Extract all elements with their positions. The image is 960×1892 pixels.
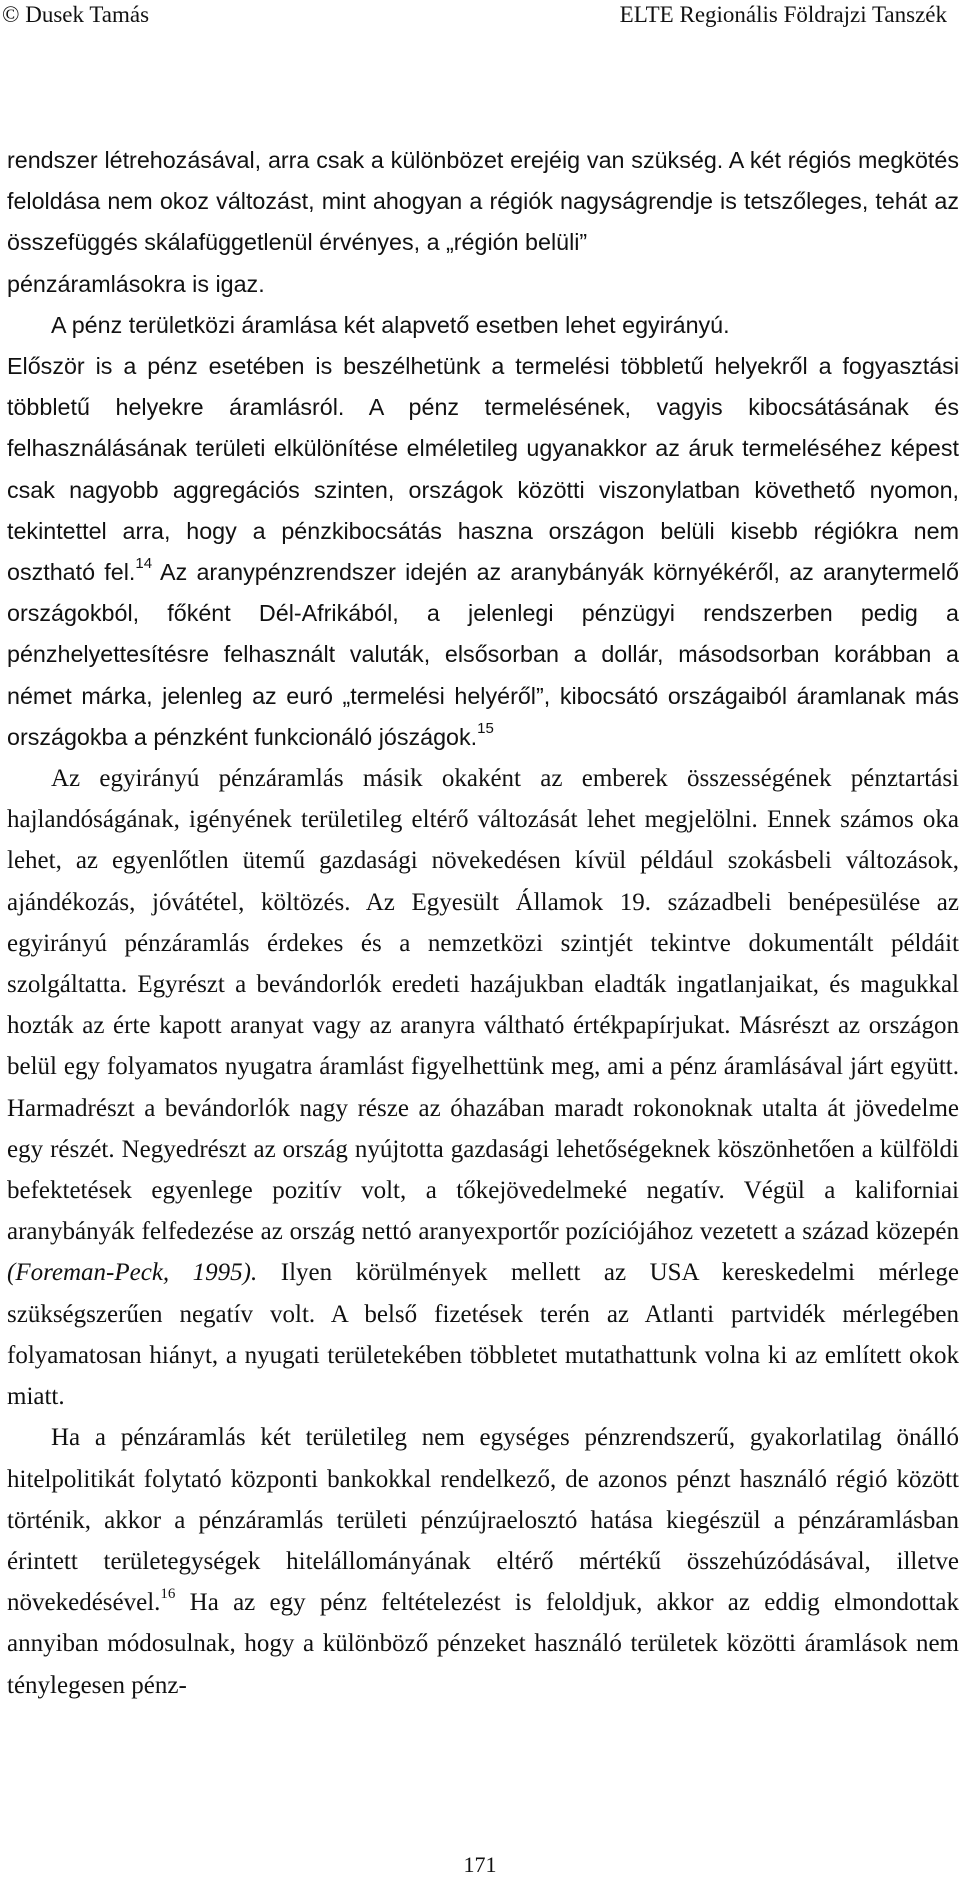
paragraph-3-text-end: Ilyen körülmények mellett az USA kereskedelmi mérlege szükségszerűen negatív volt. A belső fizetések terén az Atlanti partvidék mérlegében folyamatosan hiányt, a nyugati területekében többletet mutathattunk volna ki az említett okok miatt.: [7, 1259, 959, 1411]
footnote-15[interactable]: 15: [477, 719, 494, 737]
paragraph-4: [7, 1417, 959, 1705]
paragraph-2-first-line: [51, 305, 959, 346]
paragraph-2-sentence-2: Először is a pénz esetében is beszélhetünk a termelési többletű helyekről a fogyasztási többletű helyekre áramlásról.: [7, 353, 959, 421]
footnote-16[interactable]: 16: [160, 1586, 176, 1603]
page-header: [0, 2, 960, 32]
page-number: 171: [463, 1852, 497, 1877]
paragraph-2-sentence-3: A pénz termelésének, vagyis kibocsátásának és felhasználásának területi elkülönítése elméletileg ugyanakkor az áruk termeléséhez képest csak nagyobb aggregációs szinten, országok közötti viszonylatban követhető nyomon, tekintettel arra, hogy a pénzkibocsátás haszna országon belüli kisebb régiókra nem osztható fel.: [7, 394, 959, 586]
paragraph-2: [7, 346, 959, 758]
paragraph-1: [7, 140, 959, 264]
paragraph-1-text: rendszer létrehozásával, arra csak a különbözet erejéig van szükség. A két régiós megkötés feloldása nem okoz változást, mint ahogyan a régiók nagyságrendje is tetszőleges, tehát az összefüggés skálafüggetlenül érvényes, a „régión belüli”: [7, 147, 959, 256]
paragraph-3-text: Az egyirányú pénzáramlás másik okaként az emberek összességének pénztartási hajlandóságának, igényének területileg eltérő változását lehet megjelölni. Ennek számos oka lehet, az egyenlőtlen ütemű gazdasági növekedésen kívül például szokásbeli változások, ajándékozás, jóvátétel, költözés. Az Egyesült Államok 19. századbeli benépesülése az egyirányú pénzáramlás érdekes és a nemzetközi szintjét tekintve dokumentált példáit szolgáltatta. Egyrészt a bevándorlók eredeti hazájukban eladták ingatlanjaikat, és magukkal hozták az érte kapott aranyat vagy az aranyra váltható értékpapírjukat. Másrészt az országon belül egy folyamatos nyugatra áramlást figyelhettünk meg, ami a pénz áramlásával járt együtt. Harmadrészt a bevándorlók nagy része az óhazában maradt rokonoknak utalta át jövedelme egy részét. Negyedrészt az ország nyújtotta gazdasági lehetőségeknek köszönhetően a külföldi befektetések egyenlege pozitív volt, a tőkejövedelmeké negatív. Végül a kaliforniai aranybányák felfedezése az ország nettó aranyexportőr pozíciójához vezetett a század közepén: [7, 765, 959, 1246]
paragraph-4-text-end: Ha az egy pénz feltételezést is feloldjuk, akkor az eddig elmondottak annyiban módosulnak, hogy a különböző pénzeket használó területek közötti áramlások nem ténylegesen pénz-: [7, 1589, 960, 1699]
paragraph-3: [7, 758, 959, 1417]
document-body: [7, 140, 959, 1706]
header-institution: ELTE Regionális Földrajzi Tanszék: [619, 2, 947, 27]
paragraph-2-sentence-1: A pénz területközi áramlása két alapvető esetben lehet egyirányú.: [51, 311, 730, 338]
paragraph-4-text: Ha a pénzáramlás két területileg nem egységes pénzrendszerű, gyakorlatilag önálló hitelpolitikát folytató központi bankokkal rendelkező, de azonos pénzt használó régió között történik, akkor a pénzáramlás területi pénzújraelosztó hatása kiegészül a pénzáramlásban érintett területegységek hitelállományának eltérő mértékű összehúzódásával, illetve növekedésével.: [7, 1424, 959, 1617]
header-author: © Dusek Tamás: [2, 2, 150, 27]
footnote-14[interactable]: 14: [135, 555, 153, 573]
paragraph-2-sentence-4: Az aranypénzrendszer idején az aranybányák környékéről, az aranytermelő országokból, főként Dél-Afrikából, a jelenlegi pénzügyi rendszerben pedig a pénzhelyettesítésre felhasznált valuták, elsősorban a dollár, másodsorban korábban a német márka, jelenleg az euró „termelési helyéről”, kibocsátó országaiból áramlanak más országokba a pénzként funkcionáló jószágok.: [7, 559, 960, 750]
paragraph-1-last-line: pénzáramlásokra is igaz.: [7, 270, 265, 297]
citation-foreman-peck: (Foreman-Peck, 1995).: [7, 1259, 258, 1287]
paragraph-1-end: [7, 264, 959, 305]
